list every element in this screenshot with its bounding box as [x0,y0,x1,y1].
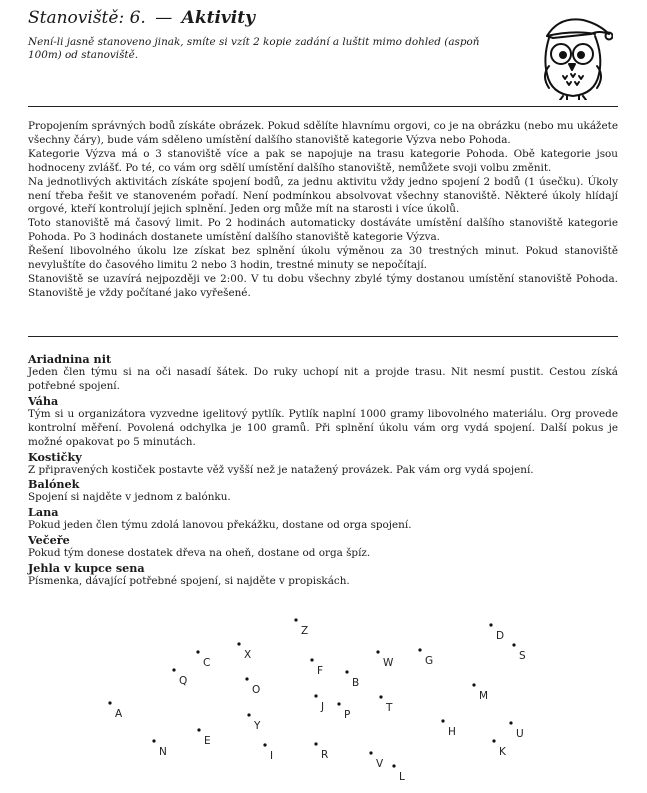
puzzle-dot [418,648,421,651]
puzzle-dot [509,721,512,724]
puzzle-dot [314,694,317,697]
activity-heading: Jehla v kupce sena [28,561,145,576]
puzzle-dot [152,739,155,742]
intro-text [28,120,618,301]
puzzle-label: Z [301,625,309,637]
activity-heading: Ariadnina nit [28,352,112,366]
puzzle-dot [492,739,495,742]
intro-paragraph: Stanoviště se uzavírá nejpozději ve 2:00. V tu dobu všechny zbylé týmy dostanou umístění stanoviště Pohoda. Stanoviště je vždy počítané jako vyřešené. [28,272,618,299]
activity-text: Pokud tým donese dostatek dřeva na oheň, dostane od orga špíz. [28,547,371,560]
puzzle-dot [108,701,111,704]
puzzle-label: K [499,746,506,758]
activity-text: Spojení si najděte v jednom z balónku. [28,491,231,504]
title-separator: — [155,8,173,28]
puzzle-dot [392,764,395,767]
activity-heading: Kostičky [28,449,82,464]
puzzle-dot [345,670,348,673]
puzzle-dot [441,719,444,722]
puzzle-label: S [519,650,526,662]
puzzle-label: A [115,708,123,720]
puzzle-dot [379,695,382,698]
puzzle-label: Q [179,675,188,687]
activity-heading: Lana [28,505,59,520]
owl-icon [533,10,613,100]
intro-paragraph: Na jednotlivých aktivitách získáte spojení bodů, za jednu aktivitu vždy jedno spojení 2 bodů (1 úsečku). Úkoly není třeba řešit ve stanoveném pořadí. Není podmínkou absolvovat všechny stanoviště. Některé úkoly hlídají orgové, kteří kontrolují jejich splnění. Jeden org může mít na starosti i více úkolů. [28,175,618,216]
puzzle-label: E [204,735,211,747]
intro-paragraph: Propojením správných bodů získáte obrázek. Pokud sdělíte hlavnímu orgovi, co je na obrázku (nebo mu ukážete všechny čáry), bude vám sděleno umístění dalšího stanoviště kategorie Výzva nebo Pohoda. [28,120,618,146]
puzzle-label: Y [254,720,261,732]
top-divider [28,106,618,107]
puzzle-label: G [425,655,434,667]
puzzle-dot [237,642,240,645]
title-name: Aktivity [181,8,255,28]
puzzle-dot [337,702,340,705]
puzzle-label: L [399,771,405,783]
puzzle-dot [172,668,175,671]
activity-text: Jeden člen týmu si na oči nasadí šátek. Do ruky uchopí nit a projde trasu. Nit nesmí pustit. Cestou získá potřebné spojení. [28,366,618,392]
puzzle-label: I [270,750,274,762]
puzzle-label: T [386,702,393,714]
puzzle-label: F [317,665,324,677]
puzzle-dot [263,743,266,746]
puzzle-label: D [496,630,505,642]
puzzle-label: B [352,677,360,689]
puzzle-label: U [516,728,524,740]
dot-puzzle [0,615,647,793]
activity-text: Písmenka, dávající potřebné spojení, si najděte v propiskách. [28,575,350,588]
puzzle-dot [197,728,200,731]
activities-list [28,353,618,590]
puzzle-dot [489,623,492,626]
puzzle-dot [310,658,313,661]
puzzle-label: X [244,649,252,661]
activity-text: Tým si u organizátora vyzvedne igelitový pytlík. Pytlík naplní 1000 gramy libovolného materiálu. Org provede kontrolní měření. Povolená odchylka je 100 gramů. Při splnění úkolu vám org vydá spojení. Další pokus je možné opakovat po 5 minutách. [28,407,618,448]
middle-divider [28,336,618,337]
puzzle-dot [314,742,317,745]
puzzle-dot [294,618,297,621]
puzzle-label: H [448,726,456,738]
activity-text: Z připravených kostiček postavte věž vyšší než je natažený provázek. Pak vám org vydá spojení. [28,463,534,476]
activity-heading: Večeře [28,533,70,548]
title-prefix: Stanoviště: 6. [28,8,146,28]
puzzle-label: P [344,709,351,721]
puzzle-label: W [383,657,394,669]
puzzle-label: C [203,657,211,669]
puzzle-dot [369,751,372,754]
puzzle-label: M [479,690,489,702]
puzzle-label: R [321,749,329,761]
instructions-note: Není-li jasně stanoveno jinak, smíte si vzít 2 kopie zadání a luštit mimo dohled (aspoň 100m) od stanoviště. [28,36,480,61]
intro-paragraph: Kategorie Výzva má o 3 stanoviště více a pak se napojuje na trasu kategorie Pohoda. Obě kategorie jsou hodnoceny zvlášť. Po té, co vám org sdělí umístění dalšího stanoviště, nemůžete svoji volbu změnit. [28,147,618,174]
activity-heading: Váha [28,393,59,408]
activity-text: Pokud jeden člen týmu zdolá lanovou překážku, dostane od orga spojení. [28,519,412,532]
intro-paragraph: Toto stanoviště má časový limit. Po 2 hodinách automaticky dostáváte umístění dalšího stanoviště kategorie Pohoda. Po 3 hodinách dostanete umístění dalšího stanoviště kategorie Výzva. [28,217,618,244]
puzzle-dot [472,683,475,686]
puzzle-label: J [321,701,325,713]
puzzle-dot [512,643,515,646]
puzzle-dot [376,650,379,653]
puzzle-dot [245,677,248,680]
puzzle-label: O [252,684,261,696]
puzzle-dot [196,650,199,653]
puzzle-label: V [376,758,384,770]
station-title [28,8,255,28]
activity-heading: Balónek [28,477,80,492]
puzzle-dot [247,713,250,716]
intro-paragraph: Řešení libovolného úkolu lze získat bez splnění úkolu výměnou za 30 trestných minut. Pokud stanoviště nevyluštíte do časového limitu 2 nebo 3 hodin, trestné minuty se nepočítají. [28,245,618,272]
puzzle-label: N [159,746,167,758]
